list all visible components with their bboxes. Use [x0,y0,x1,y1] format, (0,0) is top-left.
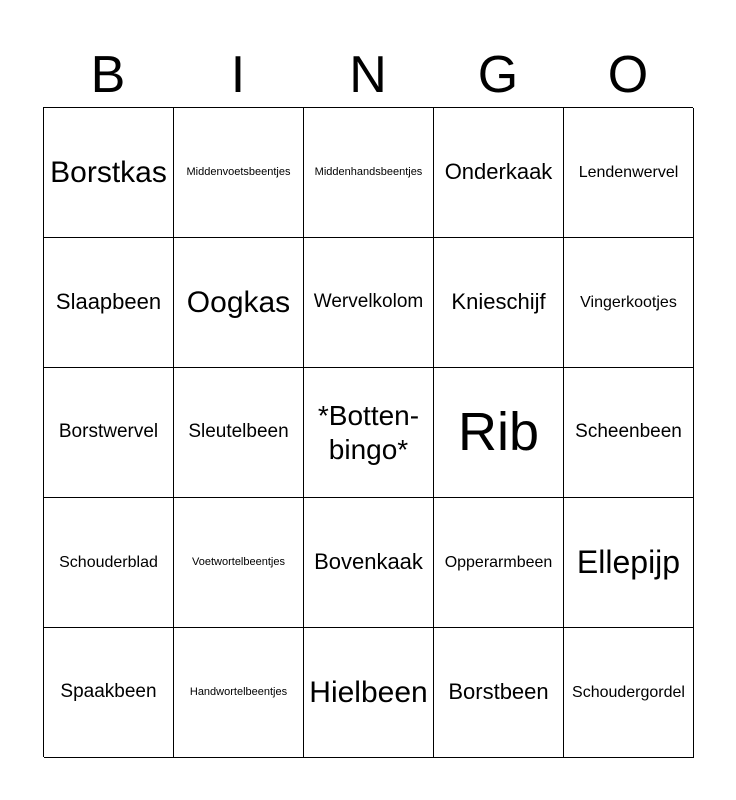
bingo-cell: Handwortelbeentjes [174,628,304,758]
free-space-cell: *Botten-bingo* [304,368,434,498]
bingo-grid [43,107,693,757]
bingo-cell: Wervelkolom [304,238,434,368]
bingo-cell: Slaapbeen [44,238,174,368]
bingo-cell: Lendenwervel [564,108,694,238]
bingo-cell: Middenhandsbeentjes [304,108,434,238]
header-letter-b: B [90,46,126,104]
bingo-cell: Borstkas [44,108,174,238]
bingo-cell: Knieschijf [434,238,564,368]
bingo-cell: Voetwortelbeentjes [174,498,304,628]
bingo-cell: Vingerkootjes [564,238,694,368]
bingo-cell: Onderkaak [434,108,564,238]
bingo-cell: Schouderblad [44,498,174,628]
bingo-cell: Scheenbeen [564,368,694,498]
bingo-cell: Middenvoetsbeentjes [174,108,304,238]
bingo-cell: Sleutelbeen [174,368,304,498]
bingo-cell: Hielbeen [304,628,434,758]
bingo-cell: Ellepijp [564,498,694,628]
header-letter-o: O [607,46,649,104]
bingo-cell: Borstbeen [434,628,564,758]
bingo-cell: Borstwervel [44,368,174,498]
bingo-cell: Spaakbeen [44,628,174,758]
bingo-cell: Oogkas [174,238,304,368]
header-letter-n: N [349,46,387,104]
bingo-cell: Opperarmbeen [434,498,564,628]
bingo-header [43,42,693,108]
header-letter-i: I [230,46,246,104]
bingo-cell: Bovenkaak [304,498,434,628]
bingo-cell: Rib [434,368,564,498]
header-letter-g: G [477,46,519,104]
bingo-cell: Schoudergordel [564,628,694,758]
